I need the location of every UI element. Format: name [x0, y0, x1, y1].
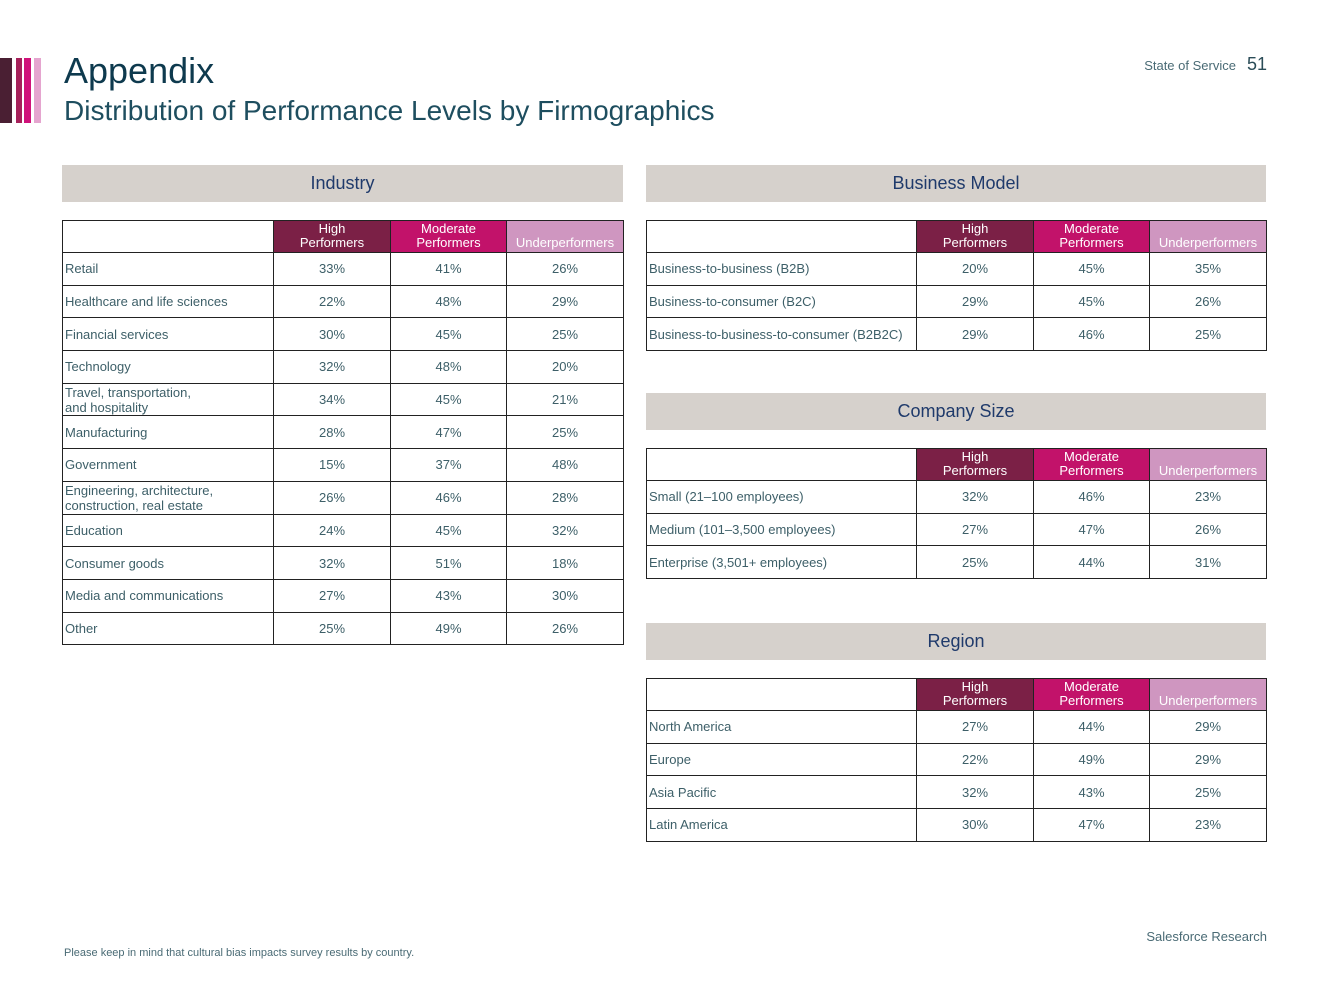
row-label: Small (21–100 employees)	[647, 481, 917, 514]
high-performers-value: 29%	[917, 318, 1034, 351]
high-performers-value: 27%	[274, 579, 391, 612]
header-underperformers: Underperformers	[1150, 221, 1267, 253]
underperformers-value: 48%	[507, 449, 624, 482]
table-row	[647, 743, 1267, 776]
high-performers-value: 28%	[274, 416, 391, 449]
high-performers-value: 15%	[274, 449, 391, 482]
header-row	[647, 449, 1267, 481]
moderate-performers-value: 41%	[391, 253, 507, 286]
underperformers-value: 32%	[507, 514, 624, 547]
moderate-performers-value: 45%	[1034, 285, 1150, 318]
section-header-region: Region	[646, 623, 1266, 660]
moderate-performers-value: 51%	[391, 547, 507, 580]
table-row	[63, 547, 624, 580]
table-row	[63, 449, 624, 482]
high-performers-value: 27%	[917, 711, 1034, 744]
accent-bar	[0, 58, 12, 123]
moderate-performers-value: 46%	[1034, 318, 1150, 351]
moderate-performers-value: 45%	[391, 318, 507, 351]
high-performers-value: 30%	[917, 809, 1034, 842]
table-row	[63, 612, 624, 645]
moderate-performers-value: 46%	[1034, 481, 1150, 514]
industry-table	[62, 220, 624, 645]
header-row	[647, 221, 1267, 253]
document-name: State of Service	[1144, 58, 1236, 73]
brand-footer: Salesforce Research	[1146, 929, 1267, 944]
header-row	[647, 679, 1267, 711]
footnote: Please keep in mind that cultural bias impacts survey results by country.	[64, 947, 415, 959]
page-subtitle: Distribution of Performance Levels by Firmographics	[64, 95, 715, 126]
header-blank-cell	[63, 221, 274, 253]
header-moderate-performers: Moderate Performers	[391, 221, 507, 253]
moderate-performers-value: 45%	[391, 514, 507, 547]
row-label: Government	[63, 449, 274, 482]
moderate-performers-value: 48%	[391, 285, 507, 318]
row-label: Media and communications	[63, 579, 274, 612]
header-high-performers: High Performers	[917, 221, 1034, 253]
table-row	[647, 513, 1267, 546]
table-row	[647, 253, 1267, 286]
accent-bar	[34, 58, 41, 123]
high-performers-value: 22%	[917, 743, 1034, 776]
header-moderate-performers: Moderate Performers	[1034, 221, 1150, 253]
row-label: Business-to-business (B2B)	[647, 253, 917, 286]
underperformers-value: 20%	[507, 351, 624, 384]
row-label: Financial services	[63, 318, 274, 351]
company-size-table	[646, 448, 1267, 579]
high-performers-value: 20%	[917, 253, 1034, 286]
underperformers-value: 26%	[1150, 513, 1267, 546]
table-row	[647, 546, 1267, 579]
moderate-performers-value: 44%	[1034, 546, 1150, 579]
row-label: Business-to-business-to-consumer (B2B2C)	[647, 318, 917, 351]
underperformers-value: 29%	[507, 285, 624, 318]
header-high-performers: High Performers	[917, 449, 1034, 481]
high-performers-value: 32%	[274, 547, 391, 580]
underperformers-value: 23%	[1150, 809, 1267, 842]
region-table	[646, 678, 1267, 842]
moderate-performers-value: 45%	[1034, 253, 1150, 286]
header-high-performers: High Performers	[917, 679, 1034, 711]
accent-bars-decoration	[0, 58, 42, 123]
table-row	[63, 253, 624, 286]
underperformers-value: 29%	[1150, 711, 1267, 744]
row-label: Education	[63, 514, 274, 547]
header-blank-cell	[647, 449, 917, 481]
high-performers-value: 26%	[274, 481, 391, 514]
row-label: Enterprise (3,501+ employees)	[647, 546, 917, 579]
header-underperformers: Underperformers	[507, 221, 624, 253]
high-performers-value: 32%	[917, 776, 1034, 809]
high-performers-value: 33%	[274, 253, 391, 286]
accent-bar	[24, 58, 31, 123]
table-row	[63, 514, 624, 547]
moderate-performers-value: 47%	[1034, 513, 1150, 546]
table-row	[63, 318, 624, 351]
moderate-performers-value: 44%	[1034, 711, 1150, 744]
header-blank-cell	[647, 679, 917, 711]
underperformers-value: 25%	[507, 318, 624, 351]
underperformers-value: 30%	[507, 579, 624, 612]
high-performers-value: 32%	[917, 481, 1034, 514]
header-moderate-performers: Moderate Performers	[1034, 679, 1150, 711]
row-label: Engineering, architecture, construction, real estate	[63, 481, 274, 514]
moderate-performers-value: 49%	[391, 612, 507, 645]
underperformers-value: 25%	[1150, 776, 1267, 809]
underperformers-value: 26%	[507, 612, 624, 645]
high-performers-value: 34%	[274, 383, 391, 416]
section-header-industry: Industry	[62, 165, 623, 202]
high-performers-value: 25%	[274, 612, 391, 645]
high-performers-value: 24%	[274, 514, 391, 547]
table-row	[63, 416, 624, 449]
underperformers-value: 21%	[507, 383, 624, 416]
underperformers-value: 26%	[507, 253, 624, 286]
underperformers-value: 25%	[507, 416, 624, 449]
underperformers-value: 25%	[1150, 318, 1267, 351]
table-row	[647, 809, 1267, 842]
underperformers-value: 26%	[1150, 285, 1267, 318]
accent-bar	[16, 58, 22, 123]
header-underperformers: Underperformers	[1150, 449, 1267, 481]
section-header-company-size: Company Size	[646, 393, 1266, 430]
high-performers-value: 29%	[917, 285, 1034, 318]
table-row	[63, 351, 624, 384]
header-underperformers: Underperformers	[1150, 679, 1267, 711]
moderate-performers-value: 37%	[391, 449, 507, 482]
underperformers-value: 29%	[1150, 743, 1267, 776]
row-label: Manufacturing	[63, 416, 274, 449]
underperformers-value: 23%	[1150, 481, 1267, 514]
row-label: Healthcare and life sciences	[63, 285, 274, 318]
moderate-performers-value: 49%	[1034, 743, 1150, 776]
moderate-performers-value: 47%	[391, 416, 507, 449]
row-label: Business-to-consumer (B2C)	[647, 285, 917, 318]
table-row	[647, 711, 1267, 744]
table-row	[63, 383, 624, 416]
business-model-table	[646, 220, 1267, 351]
header-moderate-performers: Moderate Performers	[1034, 449, 1150, 481]
row-label: Retail	[63, 253, 274, 286]
header-blank-cell	[647, 221, 917, 253]
row-label: Medium (101–3,500 employees)	[647, 513, 917, 546]
moderate-performers-value: 43%	[1034, 776, 1150, 809]
high-performers-value: 27%	[917, 513, 1034, 546]
running-header	[1144, 54, 1267, 75]
section-header-business-model: Business Model	[646, 165, 1266, 202]
moderate-performers-value: 45%	[391, 383, 507, 416]
row-label: Other	[63, 612, 274, 645]
high-performers-value: 32%	[274, 351, 391, 384]
table-row	[63, 481, 624, 514]
page-title: Appendix	[64, 50, 215, 91]
high-performers-value: 30%	[274, 318, 391, 351]
table-row	[647, 318, 1267, 351]
row-label: Technology	[63, 351, 274, 384]
moderate-performers-value: 46%	[391, 481, 507, 514]
underperformers-value: 18%	[507, 547, 624, 580]
high-performers-value: 25%	[917, 546, 1034, 579]
row-label: Europe	[647, 743, 917, 776]
row-label: Latin America	[647, 809, 917, 842]
high-performers-value: 22%	[274, 285, 391, 318]
row-label: Consumer goods	[63, 547, 274, 580]
moderate-performers-value: 47%	[1034, 809, 1150, 842]
underperformers-value: 35%	[1150, 253, 1267, 286]
header-high-performers: High Performers	[274, 221, 391, 253]
moderate-performers-value: 48%	[391, 351, 507, 384]
table-row	[647, 285, 1267, 318]
underperformers-value: 31%	[1150, 546, 1267, 579]
row-label: Asia Pacific	[647, 776, 917, 809]
table-row	[63, 579, 624, 612]
table-row	[63, 285, 624, 318]
page-number: 51	[1246, 54, 1267, 74]
row-label: North America	[647, 711, 917, 744]
underperformers-value: 28%	[507, 481, 624, 514]
row-label: Travel, transportation, and hospitality	[63, 383, 274, 416]
header-row	[63, 221, 624, 253]
table-row	[647, 776, 1267, 809]
moderate-performers-value: 43%	[391, 579, 507, 612]
table-row	[647, 481, 1267, 514]
